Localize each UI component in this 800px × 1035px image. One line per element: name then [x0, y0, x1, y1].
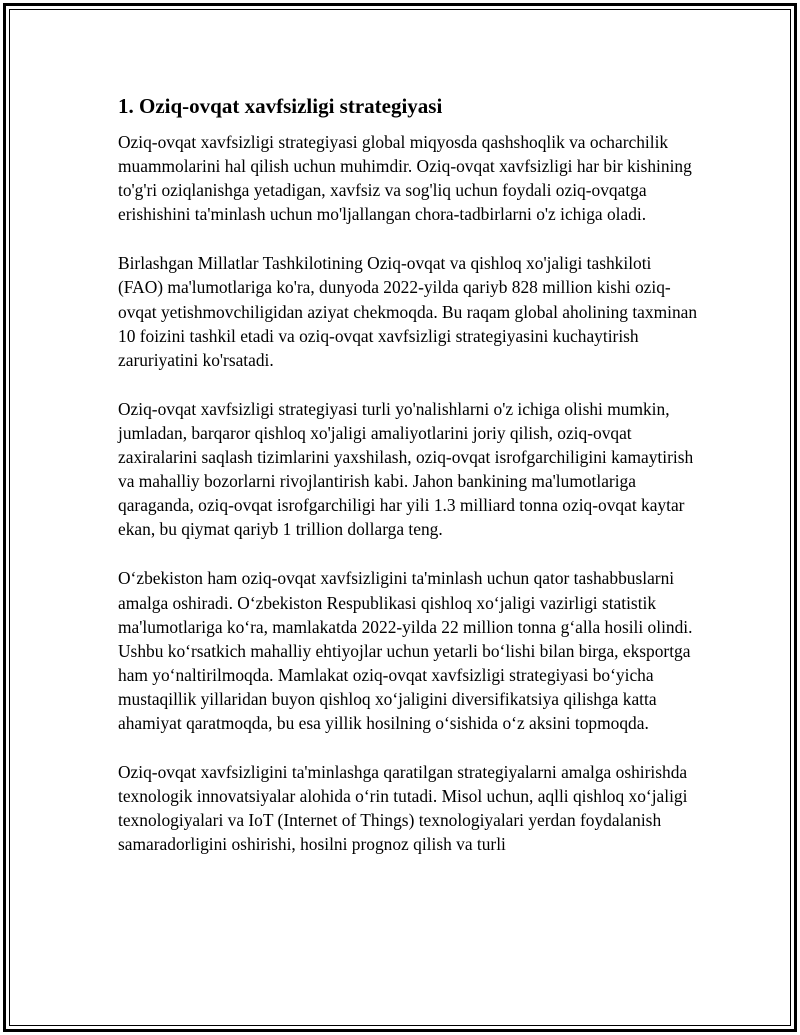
paragraph-uzbekistan-initiatives: O‘zbekiston ham oziq-ovqat xavfsizligini ta'minlash uchun qator tashabbuslarni amalga oshiradi. O‘zbekiston Respublikasi qishloq xo‘jaligi vazirligi statistik ma'lumotlariga ko‘ra, mamlakatda 2022-yilda 22 million tonna g‘alla hosili olindi. Ushbu ko‘rsatkich mahalliy ehtiyojlar uchun yetarli bo‘lishi bilan birga, eksportga ham yo‘naltirilmoqda. Mamlakat oziq-ovqat xavfsizligi strategiyasi bo‘yicha mustaqillik yillaridan buyon qishloq xo‘jaligini diversifikatsiya qilishga katta ahamiyat qaratmoqda, bu esa yillik hosilning o‘sishida o‘z aksini topmoqda.	[118, 568, 693, 733]
paragraph-fao-statistics: Birlashgan Millatlar Tashkilotining Oziq-ovqat va qishloq xo'jaligi tashkiloti (FAO) ma'lumotlariga ko'ra, dunyoda 2022-yilda qariyb 828 million kishi oziq-ovqat yetishmovchiligidan aziyat chekmoqda. Bu raqam global aholining taxminan 10 foizini tashkil etadi va oziq-ovqat xavfsizligi strategiyasini kuchaytirish zaruriyatini ko'rsatadi.	[118, 253, 698, 370]
paragraph-food-security-intro: Oziq-ovqat xavfsizligi strategiyasi global miqyosda qashshoqlik va ocharchilik muammolarini hal qilish uchun muhimdir. Oziq-ovqat xavfsizligi har bir kishining to'g'ri oziqlanishga yetadigan, xavfsiz va sog'liq uchun foydali oziq-ovqatga erishishini ta'minlash uchun mo'ljallangan chora-tadbirlarni o'z ichiga oladi.	[118, 132, 692, 225]
section-heading: 1. Oziq-ovqat xavfsizligi strategiyasi	[118, 94, 443, 118]
paragraph-technology-innovations: Oziq-ovqat xavfsizligini ta'minlashga qaratilgan strategiyalarni amalga oshirishda texnologik innovatsiyalar alohida o‘rin tutadi. Misol uchun, aqlli qishloq xo‘jaligi texnologiyalari va IoT (Internet of Things) texnologiyalari yerdan foydalanish samaradorligini oshirishi, hosilni prognoz qilish va turli	[118, 762, 688, 855]
document-body	[118, 92, 698, 881]
paragraph-strategy-directions: Oziq-ovqat xavfsizligi strategiyasi turli yo'nalishlarni o'z ichiga olishi mumkin, jumladan, barqaror qishloq xo'jaligi amaliyotlarini joriy qilish, oziq-ovqat zaxiralarini saqlash tizimlarini yaxshilash, oziq-ovqat isrofgarchiligini kamaytirish va mahalliy bozorlarni rivojlantirish kabi. Jahon bankining ma'lumotlariga qaraganda, oziq-ovqat isrofgarchiligi har yili 1.3 milliard tonna oziq-ovqat kaytar ekan, bu qiymat qariyb 1 trillion dollarga teng.	[118, 398, 694, 540]
